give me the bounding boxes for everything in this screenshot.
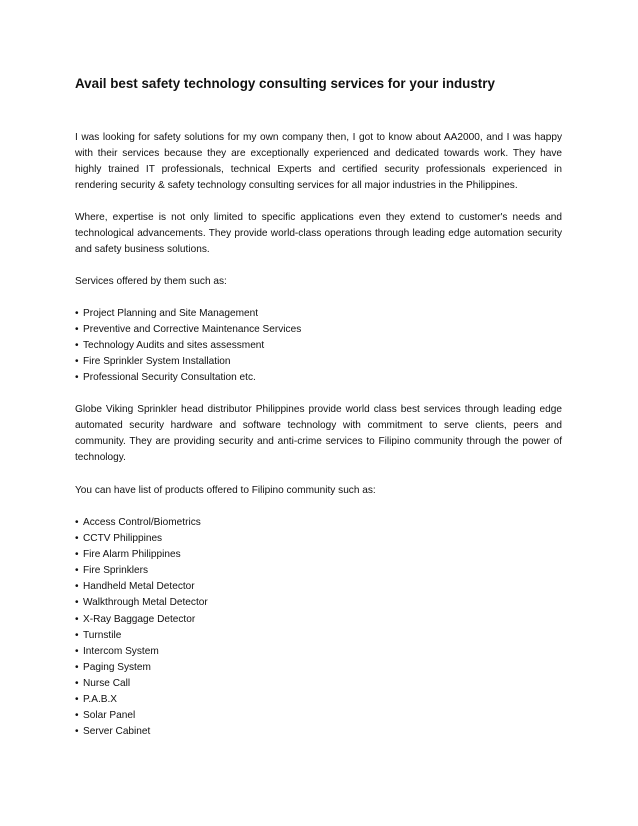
list-item-label: X-Ray Baggage Detector [83, 613, 196, 625]
bullet-icon: • [75, 677, 79, 689]
bullet-icon: • [75, 308, 79, 319]
list-item-label: CCTV Philippines [83, 533, 163, 545]
bullet-icon: • [75, 533, 79, 545]
expertise-paragraph: Where, expertise is not only limited to specific applications even they extend to customer's needs and technological advancements. They provide world-class operations through leading edge automation security and safety business solutions. [75, 212, 562, 256]
list-item [75, 660, 375, 676]
list-item-label: Project Planning and Site Management [83, 308, 259, 319]
list-item [75, 354, 375, 370]
list-item [75, 563, 375, 579]
list-item [75, 579, 375, 595]
list-item [75, 547, 375, 563]
bullet-icon: • [75, 645, 79, 657]
list-item [75, 644, 375, 660]
list-item-label: P.A.B.X [83, 694, 118, 706]
bullet-icon: • [75, 549, 79, 561]
list-item [75, 531, 375, 547]
list-item-label: Preventive and Corrective Maintenance Services [83, 324, 302, 336]
list-item [75, 338, 375, 354]
globe-viking-paragraph: Globe Viking Sprinkler head distributor Philippines provide world class best services through leading edge automated security hardware and software technology with commitment to serve clients, peers and community. They are providing security and anti-crime services to Filipino community through the power of technology. [75, 404, 562, 464]
list-item-label: Nurse Call [83, 677, 131, 689]
list-item-label: Walkthrough Metal Detector [83, 597, 208, 609]
list-item [75, 628, 375, 644]
intro-paragraph: I was looking for safety solutions for my own company then, I got to know about AA2000, and I was happy with their services because they are exceptionally experienced and dedicated towards work. They have highly trained IT professionals, technical Experts and certified security professionals experienced in rendering security & safety technology consulting services for all major industries in the Philippines. [75, 132, 562, 192]
list-item [75, 306, 375, 322]
list-item-label: Paging System [83, 661, 151, 673]
list-item [75, 692, 375, 708]
list-item-label: Fire Sprinkler System Installation [83, 356, 231, 368]
list-item-label: Handheld Metal Detector [83, 581, 195, 593]
bullet-icon: • [75, 340, 79, 352]
bullet-icon: • [75, 629, 79, 641]
bullet-icon: • [75, 597, 79, 609]
bullet-icon: • [75, 356, 79, 368]
list-item-label: Access Control/Biometrics [83, 517, 201, 528]
bullet-icon: • [75, 661, 79, 673]
list-item-label: Professional Security Consultation etc. [83, 372, 256, 384]
services-intro-text: Services offered by them such as: [75, 276, 227, 287]
list-item [75, 724, 375, 740]
list-item-label: Server Cabinet [83, 726, 151, 738]
products-list [75, 515, 375, 740]
services-list [75, 306, 375, 386]
list-item-label: Technology Audits and sites assessment [83, 340, 265, 352]
bullet-icon: • [75, 565, 79, 577]
bullet-icon: • [75, 726, 79, 738]
bullet-icon: • [75, 581, 79, 593]
list-item [75, 612, 375, 628]
list-item [75, 515, 375, 531]
list-item-label: Fire Sprinklers [83, 565, 149, 577]
products-intro-text: You can have list of products offered to Filipino community such as: [75, 485, 376, 496]
list-item [75, 322, 375, 338]
bullet-icon: • [75, 694, 79, 706]
document-title: Avail best safety technology consulting services for your industry [75, 76, 495, 91]
list-item [75, 370, 375, 386]
bullet-icon: • [75, 372, 79, 384]
list-item-label: Turnstile [83, 629, 122, 641]
list-item [75, 595, 375, 611]
list-item-label: Solar Panel [83, 710, 136, 722]
bullet-icon: • [75, 517, 79, 528]
list-item [75, 708, 375, 724]
list-item-label: Fire Alarm Philippines [83, 549, 181, 561]
bullet-icon: • [75, 710, 79, 722]
list-item [75, 676, 375, 692]
bullet-icon: • [75, 613, 79, 625]
list-item-label: Intercom System [83, 645, 159, 657]
bullet-icon: • [75, 324, 79, 336]
